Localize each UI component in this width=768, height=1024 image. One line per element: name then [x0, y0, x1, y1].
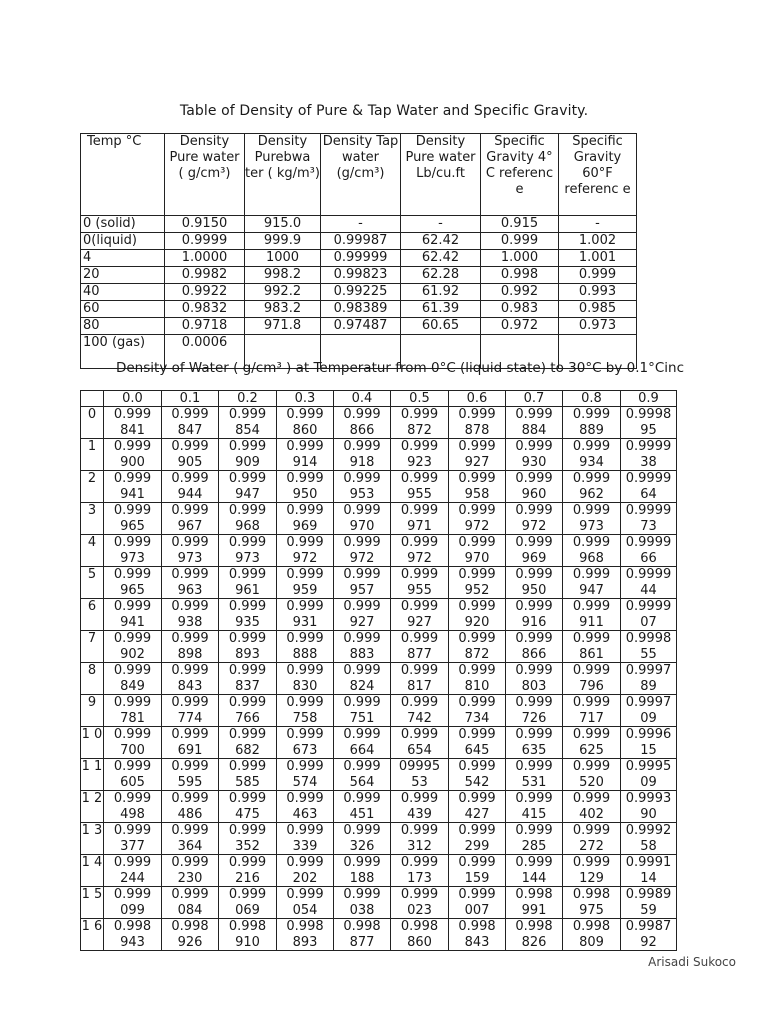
table-cell: 983.2 — [245, 301, 321, 318]
table-row — [81, 535, 677, 567]
table-cell: 0.999 969 — [277, 503, 334, 535]
table-cell: 0.998 910 — [219, 919, 277, 951]
table-cell: 0.9999 38 — [621, 439, 677, 471]
table-cell: 0.999 542 — [449, 759, 506, 791]
table-cell: 0.999 486 — [162, 791, 219, 823]
table-cell: 0.999 352 — [219, 823, 277, 855]
table-cell: 0.999 415 — [506, 791, 563, 823]
table-row — [81, 759, 677, 791]
density-table-row — [81, 318, 637, 335]
table-cell: 62.42 — [401, 250, 481, 267]
table-cell: 0.999 972 — [277, 535, 334, 567]
table-cell: 0.999 960 — [506, 471, 563, 503]
table-cell: 0.999 843 — [162, 663, 219, 695]
row-header-cell: 3 — [81, 503, 104, 535]
table-cell: 0.999 965 — [104, 567, 162, 599]
table-row — [81, 887, 677, 919]
table-cell: 0.999 965 — [104, 503, 162, 535]
table-cell: 0.992 — [481, 284, 559, 301]
table-cell: 0.999 742 — [391, 695, 449, 727]
row-header-cell: 8 — [81, 663, 104, 695]
table-cell: 0.999 902 — [104, 631, 162, 663]
table-cell: 0.999 959 — [277, 567, 334, 599]
temperature-density-table — [80, 390, 677, 951]
table-cell: 0.999 726 — [506, 695, 563, 727]
table-cell: 0.999 691 — [162, 727, 219, 759]
table-cell: 0.999 144 — [506, 855, 563, 887]
table-cell: 1.002 — [559, 233, 637, 250]
table-cell: 0.999 129 — [563, 855, 621, 887]
table-cell: 0(liquid) — [81, 233, 165, 250]
table-cell: 0.999 585 — [219, 759, 277, 791]
table-cell: 0.998 — [481, 267, 559, 284]
table-cell: 0.9989 59 — [621, 887, 677, 919]
table-cell: 1000 — [245, 250, 321, 267]
table-cell: 0.999 766 — [219, 695, 277, 727]
table-cell: 0.999 817 — [391, 663, 449, 695]
table-cell: 0.999 849 — [104, 663, 162, 695]
table-cell: 0.999 972 — [334, 535, 391, 567]
temperature-table-body — [81, 407, 677, 951]
table-cell: 80 — [81, 318, 165, 335]
table-cell: 0 (solid) — [81, 216, 165, 233]
table-cell: - — [401, 216, 481, 233]
table-cell: 0.999 911 — [563, 599, 621, 631]
table-cell: 0.999 531 — [506, 759, 563, 791]
table-row — [81, 631, 677, 663]
table-cell: 0.999 884 — [506, 407, 563, 439]
table-cell: 0.999 968 — [219, 503, 277, 535]
table-cell: 0.999 717 — [563, 695, 621, 727]
table-cell: 0.999 961 — [219, 567, 277, 599]
table-cell: 0.999 700 — [104, 727, 162, 759]
table-cell: 0.999 947 — [219, 471, 277, 503]
table-cell: 0.9922 — [165, 284, 245, 301]
table-cell: 20 — [81, 267, 165, 284]
table-cell: 0.999 — [481, 233, 559, 250]
header-cell: Density Tap water (g/cm³) — [321, 134, 401, 216]
table-cell: 0.999 427 — [449, 791, 506, 823]
table-cell: 0.9987 92 — [621, 919, 677, 951]
density-table-row — [81, 284, 637, 301]
table-cell: 0.999 475 — [219, 791, 277, 823]
table-cell: 0.999 934 — [563, 439, 621, 471]
table-cell: 0.999 774 — [162, 695, 219, 727]
row-header-cell: 1 3 — [81, 823, 104, 855]
table-cell: 0.999 957 — [334, 567, 391, 599]
table-cell: 0.999 893 — [219, 631, 277, 663]
table-cell: 0.999 520 — [563, 759, 621, 791]
density-table-row — [81, 216, 637, 233]
table-cell: 0.998 843 — [449, 919, 506, 951]
table-cell: 0.999 866 — [334, 407, 391, 439]
table-row — [81, 791, 677, 823]
table-cell: 0.999 810 — [449, 663, 506, 695]
table-cell: 0.999 837 — [219, 663, 277, 695]
table-cell: 0.999 971 — [391, 503, 449, 535]
table-cell: 0.999 188 — [334, 855, 391, 887]
table-cell: 0.999 244 — [104, 855, 162, 887]
row-header-cell: 1 6 — [81, 919, 104, 951]
row-header-cell: 1 4 — [81, 855, 104, 887]
table-cell: 0.999 605 — [104, 759, 162, 791]
table-cell: 100 (gas) — [81, 335, 165, 369]
table-cell: 0.999 935 — [219, 599, 277, 631]
table-cell: 0.999 654 — [391, 727, 449, 759]
table-cell: 09995 53 — [391, 759, 449, 791]
table-cell: 60 — [81, 301, 165, 318]
table-cell: 0.999 364 — [162, 823, 219, 855]
table-cell: 0.999 069 — [219, 887, 277, 919]
table-cell: 0.999 230 — [162, 855, 219, 887]
table-cell: 0.999 272 — [563, 823, 621, 855]
table-cell: 61.39 — [401, 301, 481, 318]
table-cell: 0.999 941 — [104, 471, 162, 503]
table-cell: 0.98389 — [321, 301, 401, 318]
document-subtitle: Density of Water ( g/cm³ ) at Temperatur from 0°C (liquid state) to 30°C by 0.1°Cinc — [115, 360, 685, 376]
table-cell: 0.999 955 — [391, 567, 449, 599]
table-cell: 0.999 — [559, 267, 637, 284]
row-header-cell: 9 — [81, 695, 104, 727]
table-cell: 0.9996 15 — [621, 727, 677, 759]
table-cell: 0.999 339 — [277, 823, 334, 855]
table-cell: 0.999 900 — [104, 439, 162, 471]
table-cell: 0.999 918 — [334, 439, 391, 471]
table-cell: 0.999 883 — [334, 631, 391, 663]
table-cell: 0.9832 — [165, 301, 245, 318]
header-cell: 0.7 — [506, 391, 563, 407]
table-row — [81, 727, 677, 759]
table-cell: 0.999 312 — [391, 823, 449, 855]
table-cell: - — [559, 216, 637, 233]
table-cell: 0.999 159 — [449, 855, 506, 887]
header-cell: 0.2 — [219, 391, 277, 407]
table-cell: 0.915 — [481, 216, 559, 233]
table-cell: 0.999 824 — [334, 663, 391, 695]
table-cell: 0.985 — [559, 301, 637, 318]
table-cell: 0.999 958 — [449, 471, 506, 503]
table-cell: 0.999 888 — [277, 631, 334, 663]
table-cell: 0.998 975 — [563, 887, 621, 919]
table-cell: 0.999 872 — [449, 631, 506, 663]
table-cell: 0.999 950 — [277, 471, 334, 503]
table-cell: 915.0 — [245, 216, 321, 233]
table-cell: 0.999 963 — [162, 567, 219, 599]
table-cell: 971.8 — [245, 318, 321, 335]
table-row — [81, 407, 677, 439]
table-cell: 0.999 950 — [506, 567, 563, 599]
table-cell: 1.000 — [481, 250, 559, 267]
table-cell: 0.999 830 — [277, 663, 334, 695]
table-cell: 0.9998 55 — [621, 631, 677, 663]
table-cell: 0.999 574 — [277, 759, 334, 791]
density-table-row — [81, 301, 637, 318]
table-cell: 0.999 970 — [334, 503, 391, 535]
table-cell: 0.999 872 — [391, 407, 449, 439]
row-header-cell: 1 2 — [81, 791, 104, 823]
table-row — [81, 503, 677, 535]
table-cell: 0.99823 — [321, 267, 401, 284]
table-cell: 0.999 905 — [162, 439, 219, 471]
table-cell: 0.999 625 — [563, 727, 621, 759]
header-cell: Specific Gravity 60°F referenc e — [559, 134, 637, 216]
table-cell: 0.999 564 — [334, 759, 391, 791]
row-header-cell: 4 — [81, 535, 104, 567]
table-cell: 0.998 826 — [506, 919, 563, 951]
table-cell: 0.999 930 — [506, 439, 563, 471]
table-cell: 61.92 — [401, 284, 481, 301]
table-cell: 0.99987 — [321, 233, 401, 250]
table-cell: 0.9999 07 — [621, 599, 677, 631]
table-row — [81, 823, 677, 855]
table-cell: 62.28 — [401, 267, 481, 284]
table-cell: 0.9982 — [165, 267, 245, 284]
table-cell: 0.9150 — [165, 216, 245, 233]
table-cell: 0.999 682 — [219, 727, 277, 759]
table-cell: 0.999 796 — [563, 663, 621, 695]
row-header-cell: 6 — [81, 599, 104, 631]
table-cell: 0.999 898 — [162, 631, 219, 663]
table-cell: 0.9997 89 — [621, 663, 677, 695]
table-cell: 0.999 947 — [563, 567, 621, 599]
table-cell: 0.999 751 — [334, 695, 391, 727]
table-cell: 0.999 962 — [563, 471, 621, 503]
table-cell: 0.999 285 — [506, 823, 563, 855]
header-cell: Density Pure water ( g/cm³) — [165, 134, 245, 216]
author-credit: Arisadi Sukoco — [648, 955, 736, 969]
table-cell: 0.999 970 — [449, 535, 506, 567]
table-cell: 62.42 — [401, 233, 481, 250]
row-header-cell: 7 — [81, 631, 104, 663]
table-cell: 0.999 909 — [219, 439, 277, 471]
table-cell: 0.999 972 — [449, 503, 506, 535]
table-cell: 0.9993 90 — [621, 791, 677, 823]
table-cell: 0.999 007 — [449, 887, 506, 919]
table-cell: 0.99999 — [321, 250, 401, 267]
table-cell: 40 — [81, 284, 165, 301]
header-cell: 0.0 — [104, 391, 162, 407]
table-cell: 0.999 803 — [506, 663, 563, 695]
table-cell: 0.999 927 — [391, 599, 449, 631]
table-cell: 0.999 038 — [334, 887, 391, 919]
table-cell: 0.999 972 — [391, 535, 449, 567]
table-cell: 0.999 920 — [449, 599, 506, 631]
table-cell: 0.999 866 — [506, 631, 563, 663]
table-cell: 0.999 673 — [277, 727, 334, 759]
table-cell: 0.999 451 — [334, 791, 391, 823]
density-table — [80, 133, 637, 369]
table-row — [81, 471, 677, 503]
table-cell: 0.983 — [481, 301, 559, 318]
header-cell: Density Purebwa ter ( kg/m³) — [245, 134, 321, 216]
table-cell: 0.999 955 — [391, 471, 449, 503]
table-cell: 0.998 926 — [162, 919, 219, 951]
table-cell: 0.9991 14 — [621, 855, 677, 887]
table-cell: 0.999 498 — [104, 791, 162, 823]
density-table-row — [81, 250, 637, 267]
table-cell: 0.999 953 — [334, 471, 391, 503]
table-cell: 998.2 — [245, 267, 321, 284]
header-cell: Specific Gravity 4° C referenc e — [481, 134, 559, 216]
table-cell: 0.999 084 — [162, 887, 219, 919]
table-cell: 0.999 861 — [563, 631, 621, 663]
table-row — [81, 439, 677, 471]
table-cell: 0.999 914 — [277, 439, 334, 471]
table-cell: 0.999 463 — [277, 791, 334, 823]
header-cell: 0.3 — [277, 391, 334, 407]
table-cell: 0.998 809 — [563, 919, 621, 951]
density-table-header-row — [81, 134, 637, 216]
header-cell: Density Pure water Lb/cu.ft — [401, 134, 481, 216]
table-cell: 1.0000 — [165, 250, 245, 267]
table-cell: 0.999 973 — [219, 535, 277, 567]
table-row — [81, 695, 677, 727]
table-cell: 0.999 927 — [334, 599, 391, 631]
table-cell: 0.999 854 — [219, 407, 277, 439]
table-cell: 0.999 923 — [391, 439, 449, 471]
table-cell: 0.999 054 — [277, 887, 334, 919]
table-cell: 0.999 202 — [277, 855, 334, 887]
table-row — [81, 919, 677, 951]
table-cell: 0.0006 — [165, 335, 245, 369]
table-row — [81, 855, 677, 887]
table-cell: 0.973 — [559, 318, 637, 335]
table-cell: 0.999 968 — [563, 535, 621, 567]
table-cell: 0.993 — [559, 284, 637, 301]
table-cell: 0.999 944 — [162, 471, 219, 503]
table-row — [81, 663, 677, 695]
table-cell: 1.001 — [559, 250, 637, 267]
table-cell: 0.999 941 — [104, 599, 162, 631]
table-cell: 0.999 645 — [449, 727, 506, 759]
row-header-cell: 5 — [81, 567, 104, 599]
table-cell: 0.998 943 — [104, 919, 162, 951]
table-cell: 0.998 893 — [277, 919, 334, 951]
table-row — [81, 567, 677, 599]
header-cell: 0.9 — [621, 391, 677, 407]
table-cell: 0.9999 66 — [621, 535, 677, 567]
row-header-cell: 2 — [81, 471, 104, 503]
table-cell: 0.999 931 — [277, 599, 334, 631]
table-cell: 0.999 938 — [162, 599, 219, 631]
table-cell: 0.999 595 — [162, 759, 219, 791]
table-cell: 0.999 734 — [449, 695, 506, 727]
table-cell: 0.9999 44 — [621, 567, 677, 599]
row-header-cell: 1 0 — [81, 727, 104, 759]
temperature-table-header-row — [81, 391, 677, 407]
table-cell: 0.999 758 — [277, 695, 334, 727]
table-cell: 0.998 991 — [506, 887, 563, 919]
table-cell: 0.999 326 — [334, 823, 391, 855]
table-cell: 0.9997 09 — [621, 695, 677, 727]
table-cell: 0.9995 09 — [621, 759, 677, 791]
table-cell: 0.999 781 — [104, 695, 162, 727]
table-cell: 0.999 927 — [449, 439, 506, 471]
table-cell: 0.999 916 — [506, 599, 563, 631]
table-cell: 0.999 877 — [391, 631, 449, 663]
table-cell: 0.999 860 — [277, 407, 334, 439]
table-cell: 0.972 — [481, 318, 559, 335]
table-cell: 0.97487 — [321, 318, 401, 335]
table-cell: 0.999 402 — [563, 791, 621, 823]
header-cell: 0.4 — [334, 391, 391, 407]
row-header-cell: 1 5 — [81, 887, 104, 919]
density-table-body — [81, 216, 637, 369]
table-cell: 4 — [81, 250, 165, 267]
table-cell: - — [321, 216, 401, 233]
table-cell: 60.65 — [401, 318, 481, 335]
table-cell: 0.9999 — [165, 233, 245, 250]
table-cell: 0.999 973 — [162, 535, 219, 567]
document-title: Table of Density of Pure & Tap Water and Specific Gravity. — [179, 103, 589, 119]
header-cell: 0.1 — [162, 391, 219, 407]
table-cell: 0.99225 — [321, 284, 401, 301]
table-cell: 0.999 952 — [449, 567, 506, 599]
header-cell: 0.6 — [449, 391, 506, 407]
table-cell: 0.999 635 — [506, 727, 563, 759]
table-cell: 0.998 860 — [391, 919, 449, 951]
table-cell: 0.999 969 — [506, 535, 563, 567]
table-cell: 0.9992 58 — [621, 823, 677, 855]
header-cell: 0.5 — [391, 391, 449, 407]
table-cell: 0.999 973 — [563, 503, 621, 535]
header-cell — [81, 391, 104, 407]
table-cell: 0.999 299 — [449, 823, 506, 855]
table-cell: 0.999 173 — [391, 855, 449, 887]
table-cell: 0.999 099 — [104, 887, 162, 919]
table-cell: 0.999 377 — [104, 823, 162, 855]
table-cell: 0.999 889 — [563, 407, 621, 439]
table-cell: 0.999 216 — [219, 855, 277, 887]
table-row — [81, 599, 677, 631]
table-cell: 0.998 877 — [334, 919, 391, 951]
table-cell: 992.2 — [245, 284, 321, 301]
table-cell: 0.999 847 — [162, 407, 219, 439]
table-cell: 999.9 — [245, 233, 321, 250]
header-cell: 0.8 — [563, 391, 621, 407]
table-cell: 0.999 023 — [391, 887, 449, 919]
row-header-cell: 0 — [81, 407, 104, 439]
table-cell: 0.9718 — [165, 318, 245, 335]
table-cell: 0.999 439 — [391, 791, 449, 823]
table-cell: 0.999 967 — [162, 503, 219, 535]
table-cell: 0.9998 95 — [621, 407, 677, 439]
density-table-row — [81, 233, 637, 250]
row-header-cell: 1 1 — [81, 759, 104, 791]
table-cell: 0.999 973 — [104, 535, 162, 567]
table-cell: 0.999 972 — [506, 503, 563, 535]
table-cell: 0.999 664 — [334, 727, 391, 759]
table-cell: 0.9999 73 — [621, 503, 677, 535]
table-cell: 0.999 841 — [104, 407, 162, 439]
row-header-cell: 1 — [81, 439, 104, 471]
table-cell: 0.999 878 — [449, 407, 506, 439]
density-table-row — [81, 267, 637, 284]
header-cell: Temp °C — [81, 134, 165, 216]
table-cell: 0.9999 64 — [621, 471, 677, 503]
